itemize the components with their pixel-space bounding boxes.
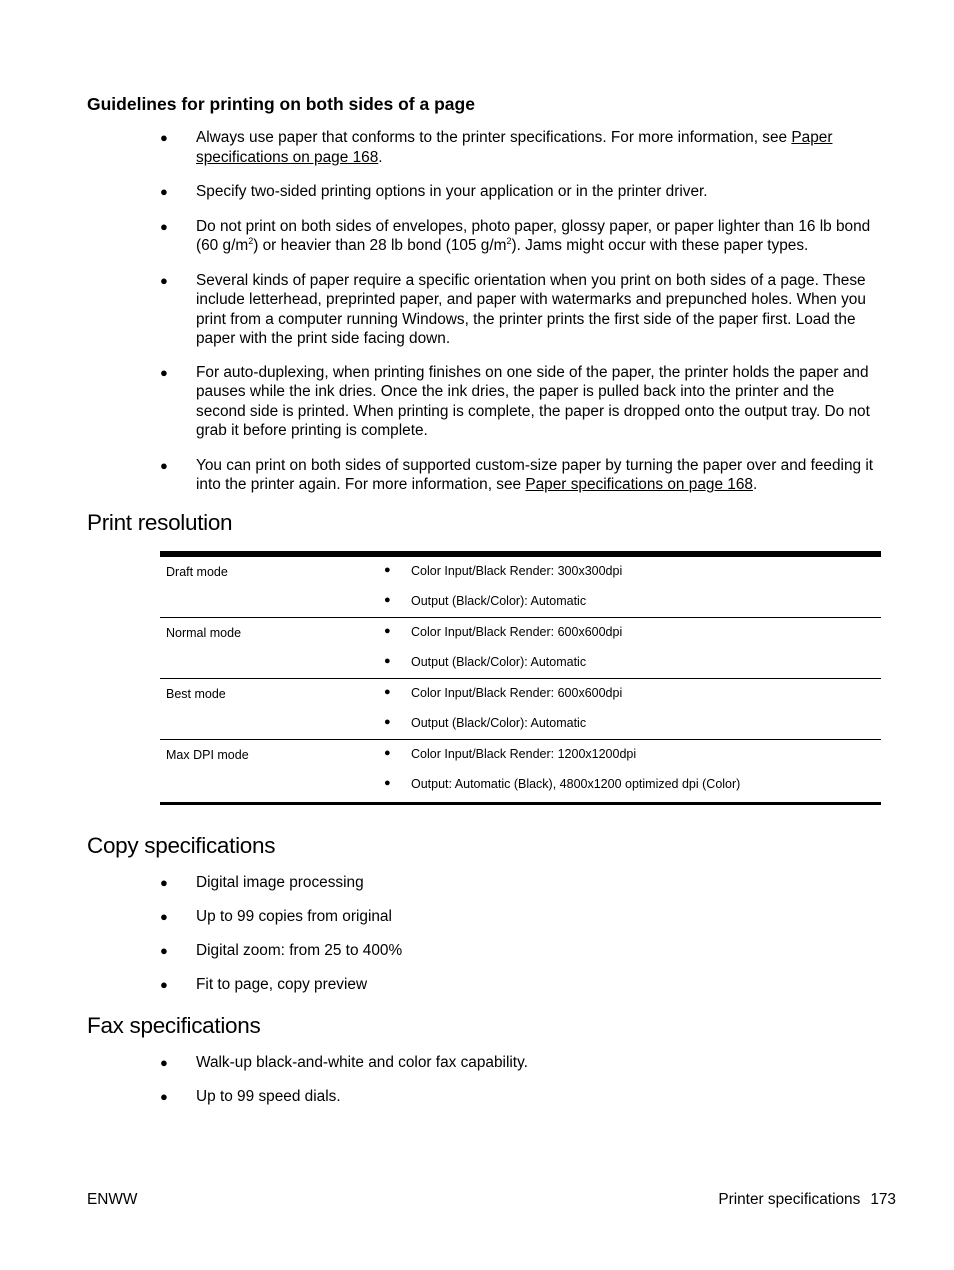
- table-row: Draft mode ● Color Input/Black Render: 300x300dpi ● Output (Black/Color): Automatic: [160, 557, 881, 618]
- list-item: ● Walk-up black-and-white and color fax capability.: [160, 1054, 528, 1071]
- bullet-icon: ●: [384, 686, 391, 698]
- table-row: Normal mode ● Color Input/Black Render: 600x600dpi ● Output (Black/Color): Automatic: [160, 618, 881, 679]
- list-item: ● For auto-duplexing, when printing finishes on one side of the paper, the printer holds the paper and pauses while the ink dries. Once the ink dries, the paper is pulled back into the printer and the second side is printed. When printing is complete, the paper is dropped onto the output tray. Do not grab it before printing is complete.: [160, 363, 870, 439]
- list-item: ● Up to 99 speed dials.: [160, 1087, 341, 1105]
- list-item: ● Always use paper that conforms to the printer specifications. For more information, see Paper specifications on page 168.: [160, 129, 833, 166]
- table-row: Max DPI mode ● Color Input/Black Render: 1200x1200dpi ● Output: Automatic (Black), 4800x1200 optimized dpi (Color): [166, 747, 741, 791]
- bullet-icon: ●: [384, 655, 391, 667]
- paper-specs-link[interactable]: Paper specifications on page 168: [525, 476, 753, 493]
- paper-specs-link[interactable]: Paper specifications on page 168: [196, 129, 833, 166]
- footer-section-title: Printer specifications: [718, 1191, 861, 1208]
- bullet-icon: ●: [160, 364, 168, 380]
- print-resolution-table: [160, 551, 881, 805]
- mode-label: Best mode: [166, 687, 226, 701]
- bullet-icon: ●: [160, 457, 168, 473]
- bullet-icon: ●: [384, 716, 391, 728]
- bullet-icon: ●: [160, 909, 168, 924]
- guidelines-list: [160, 128, 880, 495]
- bullet-icon: ●: [160, 130, 168, 145]
- list-item: ● Specify two-sided printing options in your application or in the printer driver.: [160, 183, 708, 200]
- fax-specs-list: [160, 1053, 880, 1106]
- bullet-icon: ●: [384, 594, 391, 606]
- list-item: ● Digital zoom: from 25 to 400%: [160, 942, 403, 959]
- mode-label: Normal mode: [166, 626, 242, 640]
- copy-specs-heading: Copy specifications: [87, 833, 276, 858]
- bullet-icon: ●: [160, 943, 168, 958]
- bullet-icon: ●: [160, 1088, 168, 1104]
- bullet-icon: ●: [384, 777, 391, 789]
- copy-specs-list: [160, 873, 880, 995]
- list-item: ● You can print on both sides of supported custom-size paper by turning the paper over and feeding it into the printer again. For more information, see Paper specifications on page 168.: [160, 456, 874, 493]
- guidelines-heading: Guidelines for printing on both sides of a page: [87, 94, 475, 114]
- footer-section: [718, 1191, 896, 1209]
- list-item: ● Several kinds of paper require a specific orientation when you print on both sides of a page. These include letterhead, preprinted paper, and paper with watermarks and prepunched holes. When you print from a computer running Windows, the printer prints the first side of the paper first. Load the paper with the print side facing down.: [160, 271, 866, 347]
- footer-label: ENWW: [87, 1191, 138, 1208]
- bullet-icon: ●: [384, 564, 391, 576]
- list-item: ● Do not print on both sides of envelopes, photo paper, glossy paper, or paper lighter than 16 lb bond (60 $g/m^2$) or heavier than 28 lb bond (105 $g/m^2$). Jams might occur with these paper types.: [160, 217, 871, 254]
- bullet-icon: ●: [160, 875, 168, 890]
- bullet-icon: ●: [384, 747, 391, 759]
- bullet-icon: ●: [384, 625, 391, 637]
- bullet-icon: ●: [160, 218, 168, 234]
- bullet-icon: ●: [160, 1055, 168, 1070]
- bullet-icon: ●: [160, 184, 168, 199]
- bullet-icon: ●: [160, 272, 168, 288]
- table-row: Best mode ● Color Input/Black Render: 600x600dpi ● Output (Black/Color): Automatic: [160, 679, 881, 740]
- list-item: ● Digital image processing: [160, 874, 364, 891]
- list-item: ● Fit to page, copy preview: [160, 976, 368, 993]
- bullet-icon: ●: [160, 977, 168, 992]
- list-item: ● Up to 99 copies from original: [160, 908, 392, 925]
- mode-label: Max DPI mode: [166, 748, 249, 762]
- fax-specs-heading: Fax specifications: [87, 1013, 261, 1038]
- page-number: 173: [870, 1191, 896, 1208]
- mode-label: Draft mode: [166, 565, 228, 579]
- print-resolution-heading: Print resolution: [87, 510, 233, 535]
